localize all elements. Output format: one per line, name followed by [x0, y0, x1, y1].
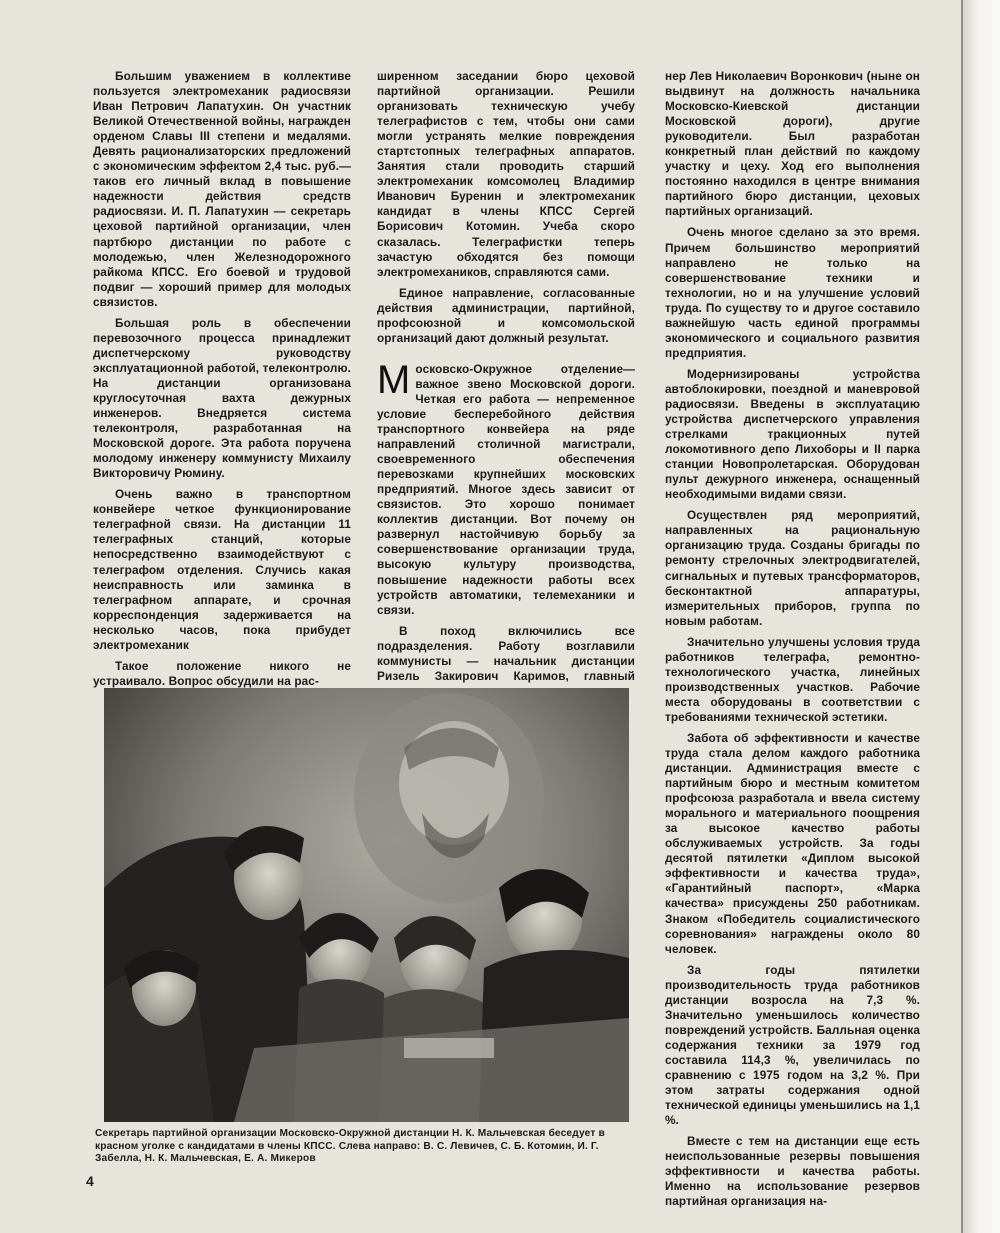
paragraph: Единое направление, согласованные действия администрации, партийной, профсоюзной и комсомольской организаций дают должный результат.: [377, 285, 635, 345]
drop-cap-letter: М: [377, 357, 411, 402]
paragraph: Очень важно в транспортном конвейере четкое функционирование телеграфной связи. На дистанции 11 телеграфных станций, которые непосредственно взаимодействуют с телеграфом отделения. Случись какая неисправность или заминка в телеграфном аппарате, и срочная корреспонденция задерживается на несколько часов, пока прибудет электромеханик: [93, 487, 351, 652]
paragraph: Очень многое сделано за это время. Причем большинство мероприятий направлено не только на совершенствование техники и технологии, но и на улучшение условий труда. По существу то и другое составило важнейшую часть единой программы экономического и социального развития предприятия.: [665, 225, 920, 360]
adjacent-page-edge: [963, 0, 1000, 1233]
photo-illustration: [104, 688, 629, 1122]
paragraph: Забота об эффективности и качестве труда стала делом каждого работника дистанции. Администрация вместе с партийным бюро и местным комитетом профсоюза разработала и ввела систему морального и материального поощрения за высокое качество работы обслуживаемых устройств. За годы десятой пятилетки «Диплом высокой эффективности и качества труда», «Гарантийный паспорт», «Марка качества» присуждены 250 работникам. Знаком «Победитель социалистического соревнования» награждены около 80 человек.: [665, 730, 920, 956]
paragraph: За годы пятилетки производительность труда работников дистанции возросла на 7,3 %. Значительно уменьшилось количество повреждений устройств. Балльная оценка содержания техники за 1979 год составила 114,3 %, увеличилась по сравнению с 1975 годом на 3,2 %. При этом затраты содержания одной технической единицы уменьшились на 1,1 %.: [665, 962, 920, 1128]
paragraph: Осуществлен ряд мероприятий, направленных на рациональную организацию труда. Созданы бригады по ремонту стрелочных электродвигателей, сигнальных и путевых трансформаторов, бесконтактной аппаратуры, измерительных приборов, группа по новым работам.: [665, 508, 920, 628]
paragraph: Большим уважением в коллективе пользуется электромеханик радиосвязи Иван Петрович Лапатухин. Он участник Великой Отечественной войны, награжден орденом Славы III степени и медалями. Девять рационализаторских предложений с экономическим эффектом 2,4 тыс. руб.— таков его личный вклад в повышение надежности действия средств радиосвязи. И. П. Лапатухин — секретарь цеховой партийной организации, член партбюро дистанции по работе с молодежью, член Железнодорожного райкома КПСС. Его боевой и трудовой подвиг — хороший пример для молодых связистов.: [93, 69, 351, 309]
drop-cap-paragraph: [377, 357, 635, 618]
paragraph: Большая роль в обеспечении перевозочного процесса принадлежит диспетчерскому руководству эксплуатационной работой, телеконтролю. На дистанции организована круглосуточная вахта дежурных инженеров. Внедряется система телеконтроля, разработанная на Московской дороге. Эта работа поручена молодому инженеру коммунисту Михаилу Викторовичу Рюмину.: [93, 315, 351, 481]
paragraph: ширенном заседании бюро цеховой партийной организации. Решили организовать техническую учебу телеграфистов с тем, чтобы они сами могли устранять мелкие повреждения стартстопных телеграфных аппаратов. Занятия стали проводить старший электромеханик комсомолец Владимир Иванович Буренин и электромеханик кандидат в члены КПСС Сергей Борисович Котомин. Учеба скоро сказалась. Телеграфистки теперь зачастую обходятся без помощи электромехаников, справляются сами.: [377, 69, 635, 279]
paragraph: В поход включились все подразделения. Работу возглавили коммунисты — начальник дистанции Ризель Закирович Каримов, главный: [377, 623, 635, 683]
group-photo: [104, 688, 629, 1122]
article-column-2: [377, 69, 635, 699]
photo-caption: Секретарь партийной организации Московско-Окружной дистанции Н. К. Мальчевская беседует в красном уголке с кандидатами в члены КПСС. Слева направо: В. С. Левичев, С. Б. Котомин, И. Г. Забелла, Н. К. Мальчевская, Е. А. Микеров: [95, 1128, 605, 1165]
paragraph: Такое положение никого не устраивало. Вопрос обсудили на рас-: [93, 658, 351, 688]
paragraph: нер Лев Николаевич Воронкович (ныне он выдвинут на должность начальника Московско-Киевской дистанции Московской дороги), другие руководители. Был разработан конкретный план действий по каждому участку и цеху. Ход его выполнения постоянно находился в центре внимания партийного бюро дистанции, цеховых партийных организаций.: [665, 69, 920, 219]
article-column-3: [665, 69, 920, 1209]
drop-cap-paragraph-text: осковско-Окружное отделение— важное звено Московской дороги. Четкая его работа — непременное условие бесперебойного действия транспортного конвейера на ряде направлений столичной магистрали, своевременного обеспечения перевозками крупнейших московских предприятий. Многое здесь зависит от связистов. Это хорошо понимает коллектив дистанции. Вот почему он развернул настойчивую борьбу за совершенствование организации труда, высокую культуру производства, повышение надежности работы всех устройств автоматики, телемеханики и связи.: [377, 361, 635, 617]
paragraph: Модернизированы устройства автоблокировки, поездной и маневровой радиосвязи. Введены в эксплуатацию устройства диспетчерского управления стрелками тракционных путей локомотивного депо Лихоборы и II парка станции Новопролетарская. Оборудован пульт дежурного инженера, оснащенный необходимыми видами связи.: [665, 366, 920, 502]
paragraph: Значительно улучшены условия труда работников телеграфа, ремонтно-технологического участка, линейных производственных участков. Рабочие места оборудованы в соответствии с требованиями технической эстетики.: [665, 634, 920, 724]
article-column-1: [93, 69, 351, 689]
paragraph: Вместе с тем на дистанции еще есть неиспользованные резервы повышения эффективности и качества работы. Именно на использование резервов партийная организация на-: [665, 1134, 920, 1209]
page-number: 4: [86, 1173, 94, 1189]
